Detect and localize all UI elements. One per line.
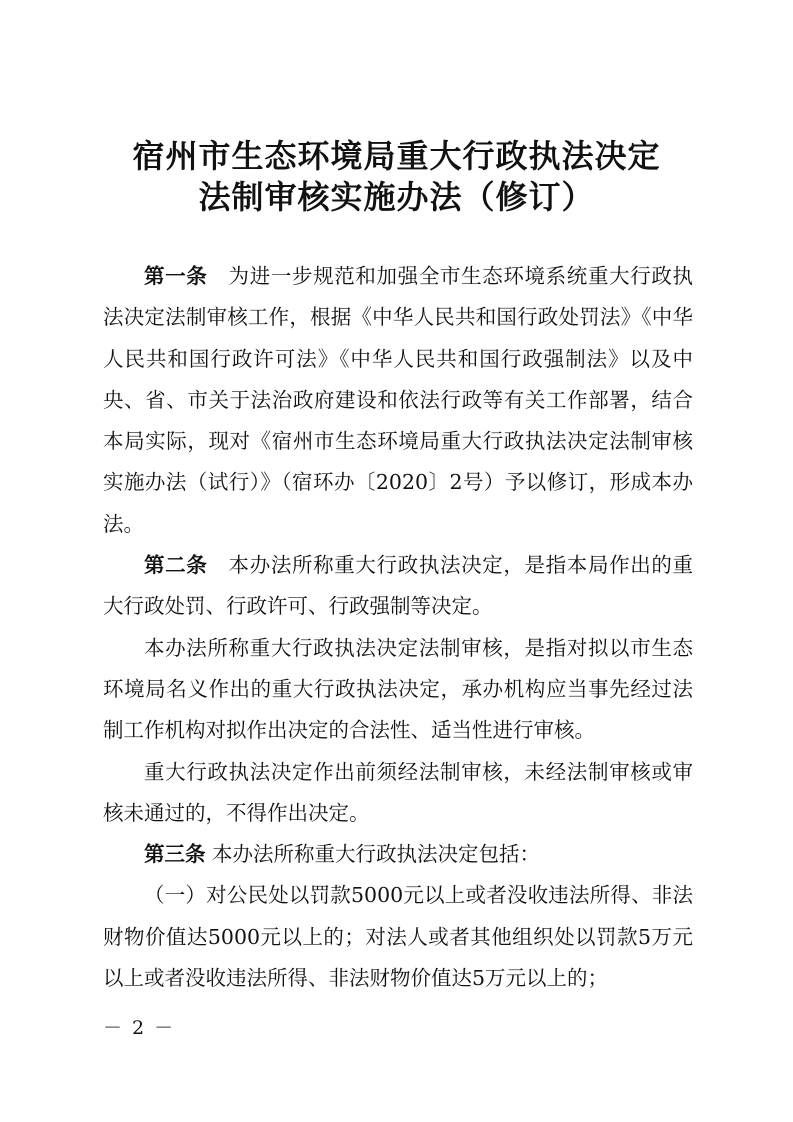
article-paragraph: [103, 545, 693, 628]
article-text: 本办法所称重大行政执法决定包括：: [205, 842, 541, 867]
article-text: 重大行政执法决定作出前须经法制审核，未经法制审核或审核未通过的，不得作出决定。: [103, 759, 693, 825]
article-text: （一）对公民处以罚款5000元以上或者没收违法所得、非法财物价值达5000元以上的；对法人或者其他组织处以罚款5万元以上或者没收违法所得、非法财物价值达5万元以上的；: [103, 883, 693, 991]
article-paragraph: [103, 834, 693, 875]
page-number: － 2 －: [103, 1017, 176, 1039]
article-heading: 第一条: [144, 264, 208, 288]
document-title-line-1: 宿州市生态环境局重大行政执法决定: [132, 137, 661, 175]
article-paragraph: [103, 875, 693, 999]
document-body: [103, 256, 693, 999]
article-paragraph: [103, 752, 693, 835]
article-text: 本办法所称重大行政执法决定，是指本局作出的重大行政处罚、行政许可、行政强制等决定。: [103, 553, 694, 619]
article-text: 为进一步规范和加强全市生态环境系统重大行政执法决定法制审核工作，根据《中华人民共和国行政处罚法》《中华人民共和国行政许可法》《中华人民共和国行政强制法》以及中央、省、市关于法治政府建设和依法行政等有关工作部署，结合本局实际，现对《宿州市生态环境局重大行政执法决定法制审核实施办法（试行）》（宿环办〔2020〕2号）予以修订，形成本办法。: [103, 264, 694, 536]
document-title-line-2: 法制审核实施办法（修订）: [198, 178, 595, 216]
article-heading: 第二条: [144, 553, 208, 578]
article-paragraph: [103, 628, 693, 752]
article-paragraph: [103, 256, 693, 545]
article-heading: 第三条: [144, 842, 206, 867]
article-text: 本办法所称重大行政执法决定法制审核，是指对拟以市生态环境局名义作出的重大行政执法决定，承办机构应当事先经过法制工作机构对拟作出决定的合法性、适当性进行审核。: [103, 635, 693, 743]
